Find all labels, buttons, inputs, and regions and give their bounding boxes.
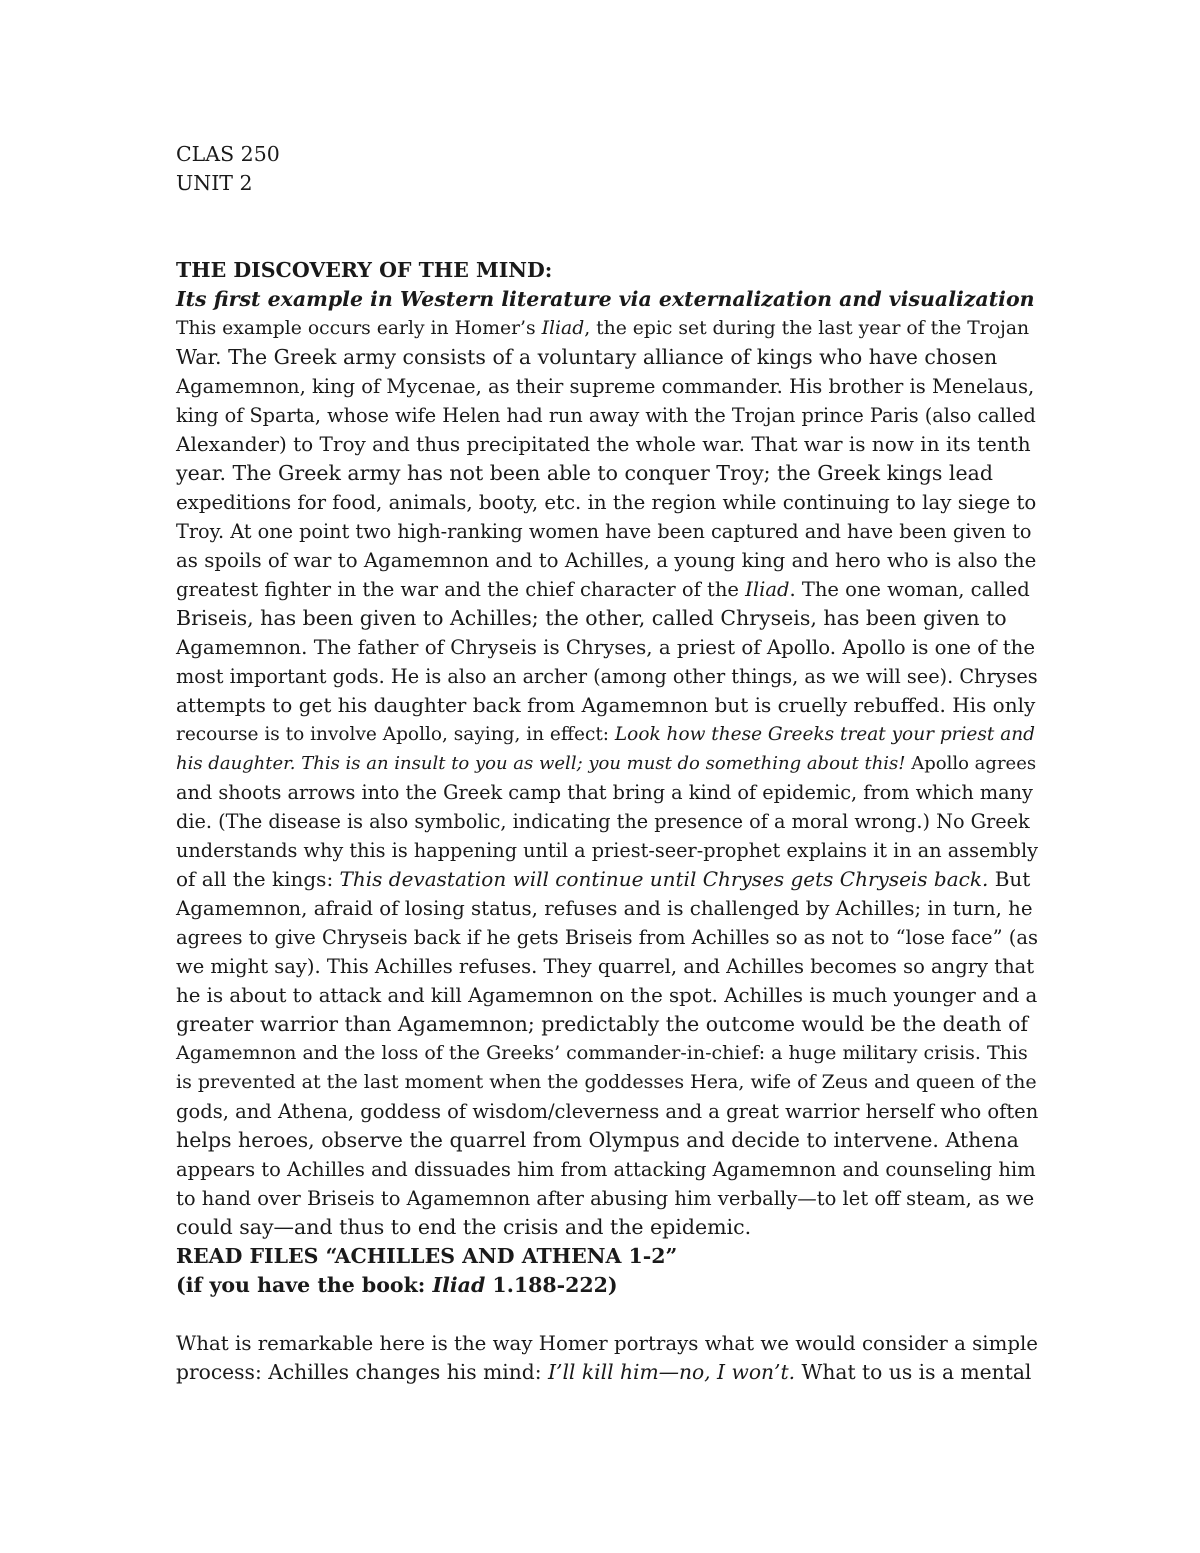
text-line: Briseis, has been given to Achilles; the other, called Chryseis, has been given to [176,606,1007,630]
text-line: greater warrior than Agamemnon; predictably the outcome would be the death of [176,1012,1029,1036]
text-line: Agamemnon. The father of Chryseis is Chryses, a priest of Apollo. Apollo is one of the [176,636,1036,659]
text-line: recourse is to involve Apollo, saying, in effect: Look how these Greeks treat your priest and [176,724,1035,745]
section-title: THE DISCOVERY OF THE MIND: [176,258,553,282]
text-line: he is about to attack and kill Agamemnon on the spot. Achilles is much younger and a [176,984,1038,1007]
spacer [176,1300,1038,1329]
text-line: his daughter. This is an insult to you as well; you must do something about this! Apollo agrees [176,753,1037,774]
paragraph-analysis [176,1329,1038,1387]
reading-reference: (if you have the book: Iliad 1.188-222) [176,1273,618,1297]
document-page [176,140,1038,1387]
text-line: attempts to get his daughter back from Agamemnon but is cruelly rebuffed. His only [176,693,1036,717]
quoted-speech: I’ll kill him—no, I won’t. [548,1360,796,1384]
text-line: and shoots arrows into the Greek camp that bring a kind of epidemic, from which many [176,781,1033,804]
text-line: Troy. At one point two high-ranking women have been captured and have been given to [176,520,1032,543]
unit-label: UNIT 2 [176,171,253,195]
work-title: Iliad [432,1273,486,1297]
reading-assignment: READ FILES “ACHILLES AND ATHENA 1-2” [176,1244,678,1268]
text-line: helps heroes, observe the quarrel from Olympus and decide to intervene. Athena [176,1128,1019,1152]
text-line: gods, and Athena, goddess of wisdom/cleverness and a great warrior herself who often [176,1100,1039,1123]
text-line: Agamemnon, king of Mycenae, as their supreme commander. His brother is Menelaus, [176,375,1035,398]
text-line: year. The Greek army has not been able to conquer Troy; the Greek kings lead [176,461,993,485]
text-line: Agamemnon and the loss of the Greeks’ commander-in-chief: a huge military crisis. This [176,1042,1028,1064]
course-code: CLAS 250 [176,142,280,166]
text-line: appears to Achilles and dissuades him from attacking Agamemnon and counseling him [176,1158,1036,1181]
quoted-speech: his daughter. This is an insult to you as well; you must do something about this! [176,753,906,774]
quoted-speech: This devastation will continue until Chryses gets Chryseis back. [339,867,989,891]
text-line: king of Sparta, whose wife Helen had run away with the Trojan prince Paris (also called [176,404,1036,427]
text-line: agrees to give Chryseis back if he gets Briseis from Achilles so as not to “lose face” (as [176,926,1038,949]
text-line: we might say). This Achilles refuses. They quarrel, and Achilles becomes so angry that [176,955,1035,978]
text-line: What is remarkable here is the way Homer portrays what we would consider a simple [176,1332,1038,1355]
paragraph-intro [176,314,1038,1242]
text-line: as spoils of war to Agamemnon and to Achilles, a young king and hero who is also the [176,549,1037,572]
text-line: War. The Greek army consists of a voluntary alliance of kings who have chosen [176,345,998,369]
text-line: Alexander) to Troy and thus precipitated the whole war. That war is now in its tenth [176,432,1031,456]
text-line: could say—and thus to end the crisis and the epidemic. [176,1215,752,1239]
text-line: This example occurs early in Homer’s Iliad, the epic set during the last year of the Trojan [176,318,1030,339]
text-line: to hand over Briseis to Agamemnon after abusing him verbally—to let off steam, as we [176,1187,1035,1210]
section-subtitle: Its first example in Western literature via externalization and visualization [176,287,1035,311]
text-line: understands why this is happening until a priest-seer-prophet explains it in an assembly [176,839,1039,862]
work-title: Iliad [745,578,790,601]
text-line: process: Achilles changes his mind: I’ll kill him—no, I won’t. What to us is a mental [176,1360,1032,1384]
text-line: greatest fighter in the war and the chief character of the Iliad. The one woman, called [176,578,1030,601]
text-line: die. (The disease is also symbolic, indicating the presence of a moral wrong.) No Greek [176,810,1030,833]
text-line: most important gods. He is also an archer (among other things, as we will see). Chryses [176,665,1038,688]
text-line: of all the kings: This devastation will continue until Chryses gets Chryseis back. But [176,867,1031,891]
spacer [176,198,1038,227]
quoted-speech: Look how these Greeks treat your priest and [614,724,1035,745]
text-line: expeditions for food, animals, booty, etc. in the region while continuing to lay siege to [176,491,1037,514]
spacer [176,227,1038,256]
text-line: is prevented at the last moment when the goddesses Hera, wife of Zeus and queen of the [176,1071,1037,1093]
text-line: Agamemnon, afraid of losing status, refuses and is challenged by Achilles; in turn, he [176,897,1033,920]
work-title: Iliad [541,318,585,339]
